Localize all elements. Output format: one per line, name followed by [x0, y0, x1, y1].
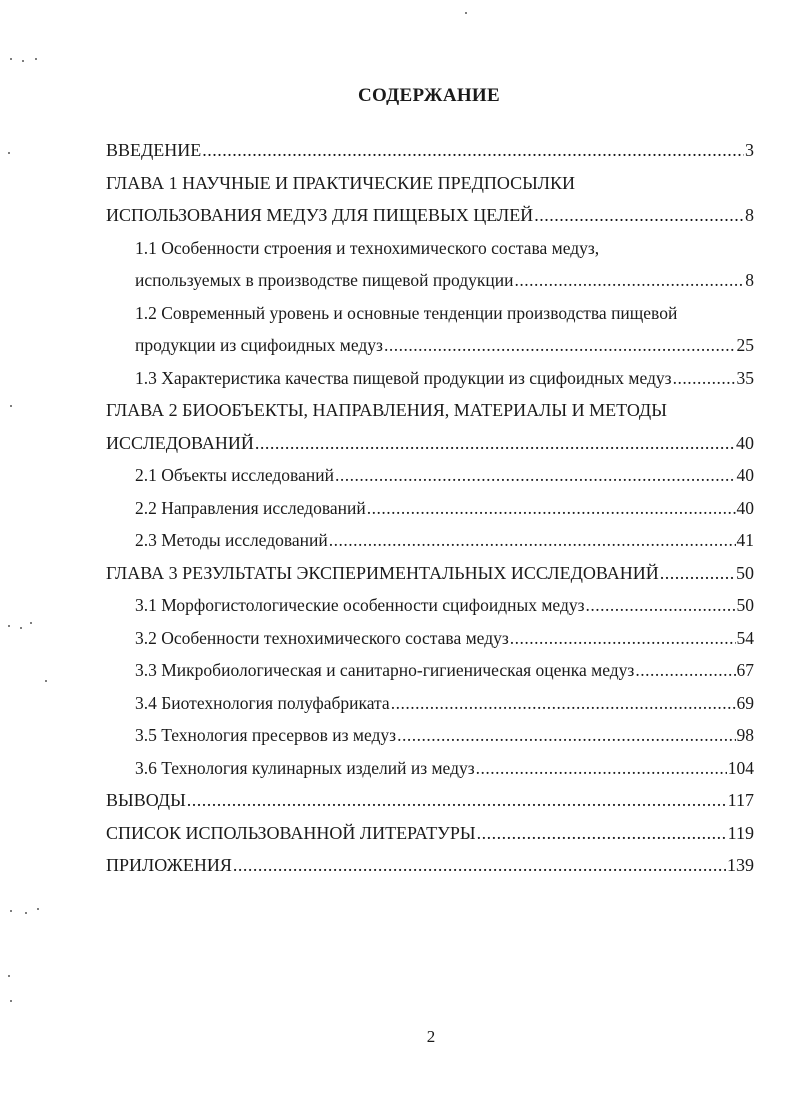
toc-entry-page: 50	[736, 595, 754, 615]
toc-subentry	[106, 690, 754, 723]
toc-leader-dots	[586, 592, 736, 618]
toc-leader-dots	[534, 202, 744, 228]
toc-subentry	[106, 495, 754, 528]
toc-entry-page: 41	[736, 530, 754, 550]
toc-entry	[106, 787, 754, 820]
toc-entry-label: используемых в производстве пищевой продукции	[135, 270, 514, 290]
toc-entry-label: 1.2 Современный уровень и основные тенденции производства пищевой	[135, 302, 678, 323]
toc-entry-page: 50	[736, 562, 754, 583]
toc-entry-label: ВВЕДЕНИЕ	[106, 140, 202, 160]
toc-entry-page: 25	[736, 335, 754, 355]
scan-speck	[22, 60, 24, 62]
toc-entry-label: ГЛАВА 3 РЕЗУЛЬТАТЫ ЭКСПЕРИМЕНТАЛЬНЫХ ИССЛЕДОВАНИЙ	[106, 562, 659, 583]
toc-entry-label: 1.3 Характеристика качества пищевой продукции из сцифоидных медуз	[135, 367, 672, 388]
toc-entry-page: 8	[745, 205, 754, 225]
toc-entry-label: СПИСОК ИСПОЛЬЗОВАННОЙ ЛИТЕРАТУРЫ	[106, 822, 476, 843]
toc-subentry	[106, 657, 754, 690]
scan-speck	[10, 58, 12, 60]
toc-leader-dots	[255, 430, 735, 456]
toc-entry-page: 35	[736, 367, 754, 388]
toc-leader-dots	[477, 820, 727, 846]
toc-entry-label: ИССЛЕДОВАНИЙ	[106, 432, 254, 453]
toc-entry-page: 40	[736, 465, 754, 485]
toc-entry-page: 104	[727, 757, 754, 778]
toc-subentry	[106, 592, 754, 625]
scan-speck	[10, 910, 12, 912]
toc-entry-label: 3.3 Микробиологическая и санитарно-гигиеническая оценка медуз	[135, 660, 635, 680]
toc-entry	[106, 170, 754, 203]
toc-subentry	[106, 300, 754, 333]
toc-entry-label: 1.1 Особенности строения и технохимического состава медуз,	[135, 237, 600, 258]
toc-leader-dots	[397, 722, 735, 748]
toc-entry	[106, 560, 754, 593]
toc-entry	[106, 397, 754, 430]
scan-speck	[25, 912, 27, 914]
toc-entry-label: ГЛАВА 1 НАУЧНЫЕ И ПРАКТИЧЕСКИЕ ПРЕДПОСЫЛКИ	[106, 172, 576, 193]
toc-leader-dots	[515, 267, 745, 293]
toc-subentry	[106, 365, 754, 398]
toc-leader-dots	[476, 755, 727, 781]
toc-entry-label: продукции из сцифоидных медуз	[135, 335, 383, 355]
toc-entry-page: 8	[745, 270, 754, 290]
scan-speck	[10, 405, 12, 407]
toc-subentry	[106, 527, 754, 560]
scan-speck	[10, 1000, 12, 1002]
scan-speck	[20, 627, 22, 629]
toc-subentry	[106, 235, 754, 268]
page-number: 2	[426, 1027, 436, 1046]
toc-entry-page: 3	[745, 140, 754, 160]
toc-entry	[106, 852, 754, 885]
scan-speck	[465, 12, 467, 14]
toc-entry	[106, 430, 754, 463]
toc-entry-page: 119	[727, 822, 754, 843]
scan-speck	[8, 625, 10, 627]
toc-subentry	[106, 625, 754, 658]
toc-leader-dots	[233, 852, 726, 878]
toc-entry	[106, 137, 754, 170]
toc-entry-label: 3.4 Биотехнология полуфабриката	[135, 692, 390, 713]
toc-entry	[106, 202, 754, 235]
toc-entry-label: 3.1 Морфогистологические особенности сцифоидных медуз	[135, 595, 585, 615]
toc-leader-dots	[391, 690, 736, 716]
toc-entry-page: 98	[736, 725, 754, 745]
toc-entry-page: 117	[727, 790, 754, 810]
toc-entry-label: 2.3 Методы исследований	[135, 530, 328, 550]
toc-subentry	[106, 267, 754, 300]
toc-entry-label: 3.5 Технология пресервов из медуз	[135, 725, 397, 745]
toc-leader-dots	[673, 365, 736, 391]
scan-speck	[35, 58, 37, 60]
toc-entry-label: ИСПОЛЬЗОВАНИЯ МЕДУЗ ДЛЯ ПИЩЕВЫХ ЦЕЛЕЙ	[106, 205, 534, 225]
toc-subentry	[106, 755, 754, 788]
toc-leader-dots	[384, 332, 736, 358]
toc-leader-dots	[187, 787, 727, 813]
toc-entry-page: 54	[736, 627, 754, 648]
toc-leader-dots	[635, 657, 735, 683]
toc-leader-dots	[510, 625, 736, 651]
toc-leader-dots	[367, 495, 736, 521]
toc-entry-label: 3.6 Технология кулинарных изделий из медуз	[135, 757, 475, 778]
toc-entry-page: 40	[736, 432, 754, 453]
toc-entry-page: 69	[736, 692, 754, 713]
toc-entry	[106, 820, 754, 853]
page-title: СОДЕРЖАНИЕ	[358, 85, 500, 106]
toc-entry-page: 139	[727, 855, 754, 875]
toc-leader-dots	[335, 462, 736, 488]
toc-entry-label: 3.2 Особенности технохимического состава медуз	[135, 627, 509, 648]
scan-speck	[37, 908, 39, 910]
toc-subentry	[106, 332, 754, 365]
toc-entry-label: ВЫВОДЫ	[106, 790, 186, 810]
toc-entry-label: 2.2 Направления исследований	[135, 497, 366, 518]
scan-speck	[8, 975, 10, 977]
toc-entry-page: 40	[736, 497, 754, 518]
toc-subentry	[106, 462, 754, 495]
scan-speck	[8, 152, 10, 154]
scan-speck	[45, 680, 47, 682]
toc-subentry	[106, 722, 754, 755]
toc-leader-dots	[329, 527, 736, 553]
toc-leader-dots	[202, 137, 744, 163]
scan-speck	[30, 622, 32, 624]
toc-leader-dots	[660, 560, 735, 586]
toc-entry-label: ГЛАВА 2 БИООБЪЕКТЫ, НАПРАВЛЕНИЯ, МАТЕРИАЛЫ И МЕТОДЫ	[106, 400, 667, 420]
toc-entry-page: 67	[736, 660, 754, 680]
toc-entry-label: ПРИЛОЖЕНИЯ	[106, 855, 232, 875]
toc-entry-label: 2.1 Объекты исследований	[135, 465, 334, 485]
table-of-contents	[106, 137, 754, 885]
